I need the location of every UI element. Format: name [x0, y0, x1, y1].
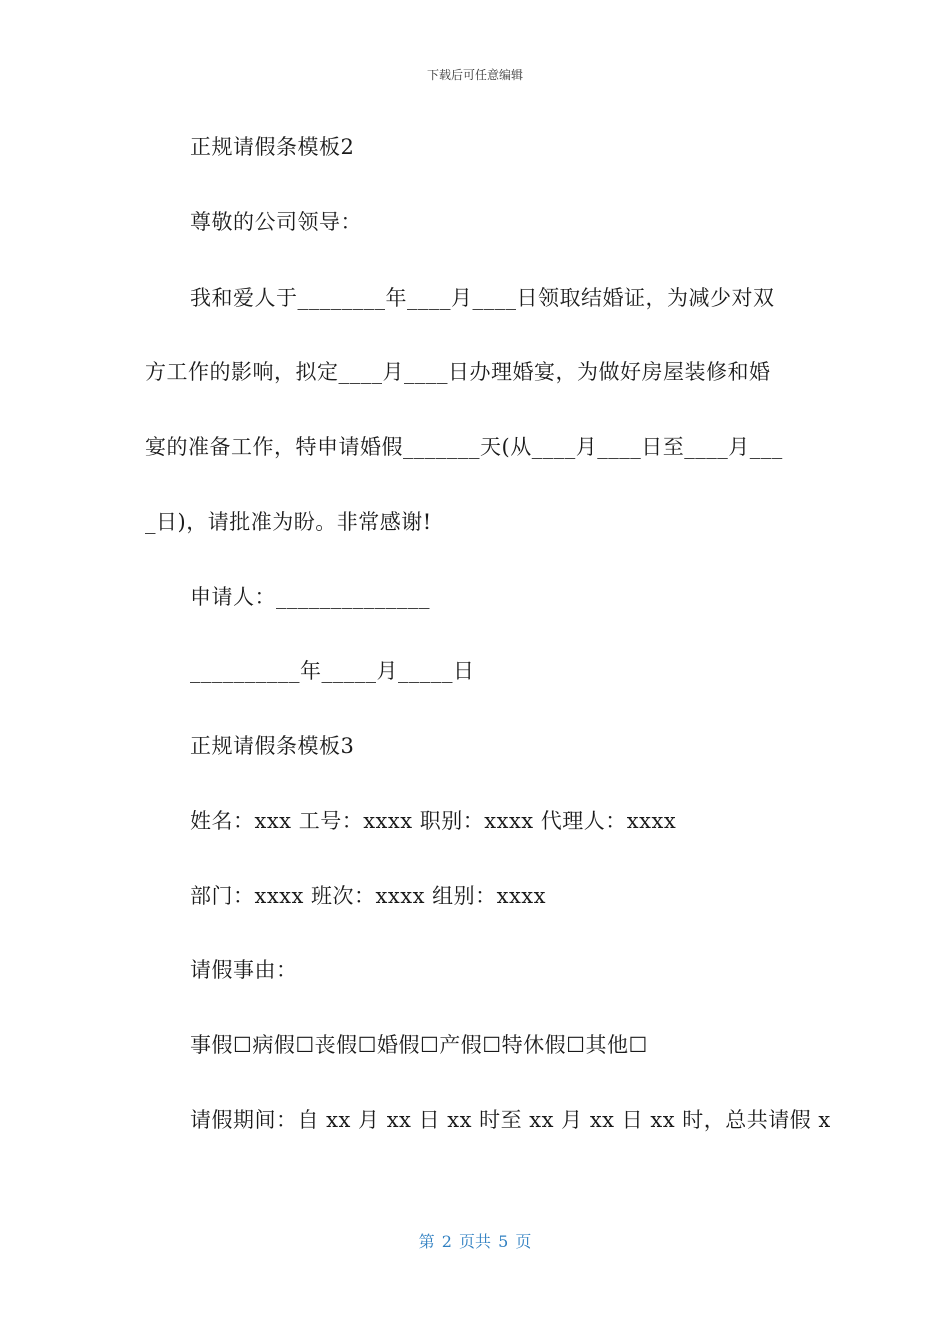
body-line-2: 方工作的影响，拟定____月____日办理婚宴，为做好房屋装修和婚 [145, 360, 771, 384]
date-line: __________年_____月_____日 [190, 659, 475, 683]
employee-info-line: 姓名：xxx 工号：xxxx 职别：xxxx 代理人：xxxx [190, 809, 677, 833]
body-line-3: 宴的准备工作，特申请婚假_______天(从____月____日至____月___ [145, 435, 783, 459]
leave-reason-label: 请假事由： [190, 958, 298, 982]
applicant-line: 申请人：______________ [190, 585, 430, 609]
section-title-template-3: 正规请假条模板3 [190, 734, 355, 758]
leave-type-checkboxes: 事假☐病假☐丧假☐婚假☐产假☐特休假☐其他☐ [190, 1033, 648, 1057]
section-title-template-2: 正规请假条模板2 [190, 135, 355, 159]
salutation: 尊敬的公司领导： [190, 210, 362, 234]
body-line-4: _日)，请批准为盼。非常感谢! [145, 510, 432, 534]
header-note: 下载后可任意编辑 [426, 68, 523, 82]
department-info-line: 部门：xxxx 班次：xxxx 组别：xxxx [190, 884, 546, 908]
body-line-1: 我和爱人于________年____月____日领取结婚证，为减少对双 [190, 286, 775, 310]
page-footer: 第 2 页共 5 页 [418, 1232, 532, 1251]
leave-period-line: 请假期间：自 xx 月 xx 日 xx 时至 xx 月 xx 日 xx 时，总共请假 x [190, 1108, 831, 1132]
